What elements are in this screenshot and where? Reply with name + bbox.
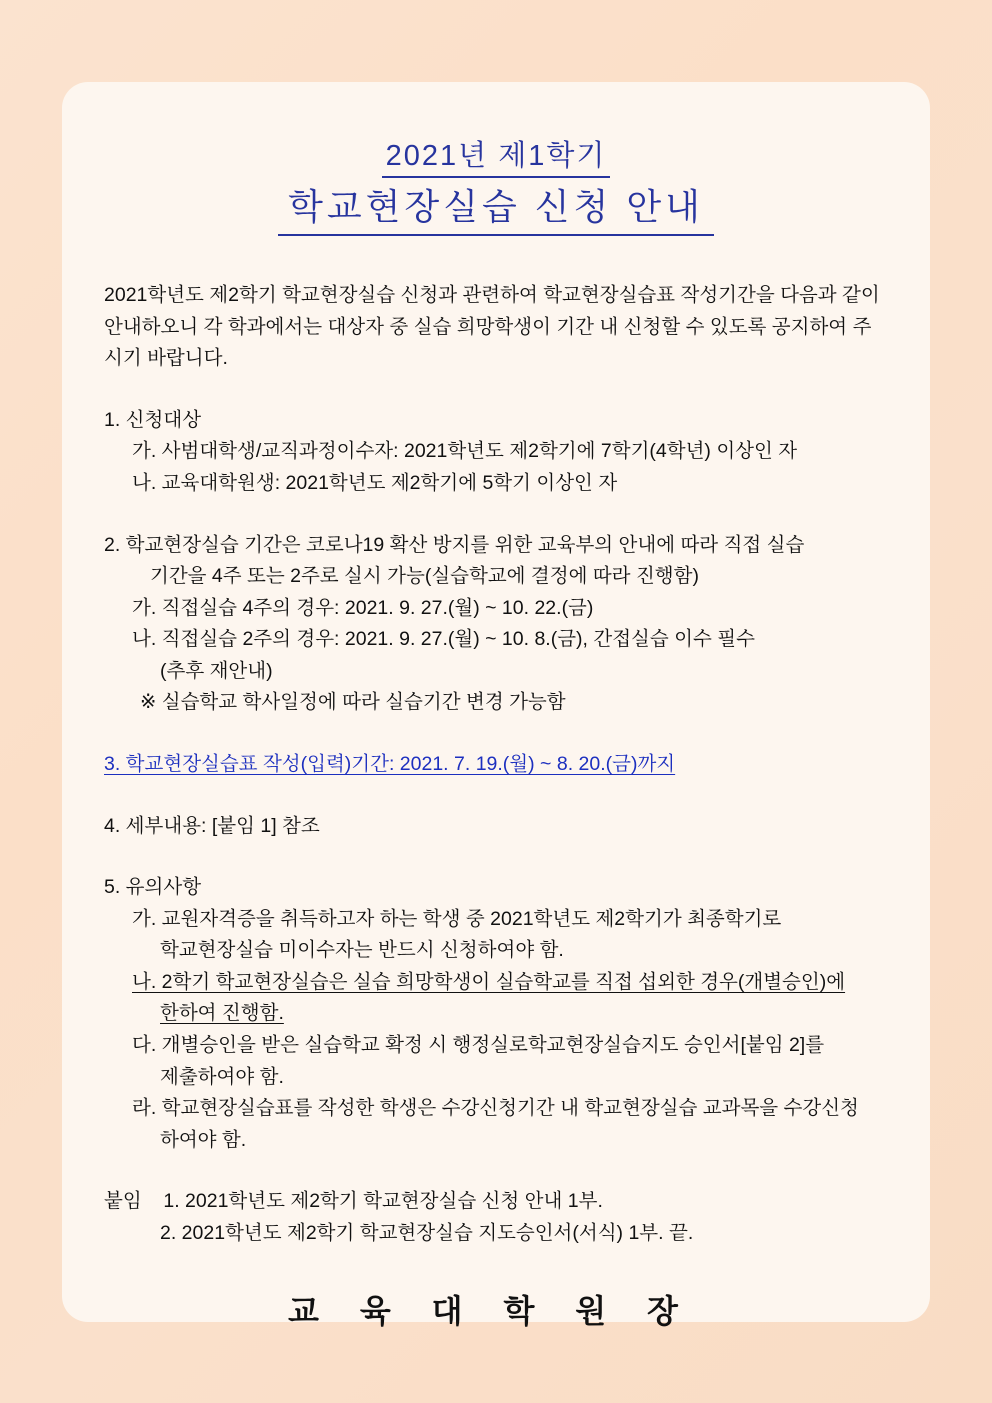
attachment-line-2: 2. 2021학년도 제2학기 학교현장실습 지도승인서(서식) 1부. 끝.: [160, 1221, 694, 1244]
section-2: [102, 530, 890, 719]
attachment-label: 붙임: [104, 1190, 142, 1213]
section-5-item-2: 나. 2학기 학교현장실습은 실습 희망학생이 실습학교를 직접 섭외한 경우(개별승인)에: [132, 970, 846, 993]
section-2-item-2-continued: (추후 재안내): [160, 659, 273, 682]
attachment-block: [104, 1186, 890, 1249]
title-line-1-wrap: [102, 138, 890, 178]
section-5-item-1-continued: 학교현장실습 미이수자는 반드시 신청하여야 함.: [160, 939, 564, 962]
section-5-item-2-continued-wrap: [160, 998, 890, 1030]
section-1-item-2: 나. 교육대학원생: 2021학년도 제2학기에 5학기 이상인 자: [132, 471, 618, 494]
section-5-heading: 5. 유의사항: [104, 876, 202, 899]
page-title-line-1: 2021년 제1학기: [382, 138, 611, 178]
section-5: [102, 872, 890, 1156]
section-1-heading: 1. 신청대상: [104, 408, 202, 431]
section-2-item-2: 나. 직접실습 2주의 경우: 2021. 9. 27.(월) ~ 10. 8.(금), 간접실습 이수 필수: [132, 628, 755, 651]
intro-paragraph: 2021학년도 제2학기 학교현장실습 신청과 관련하여 학교현장실습표 작성기간을 다음과 같이 안내하오니 각 학과에서는 대상자 중 실습 희망학생이 기간 내 신청할 수 있도록 공지하여 주시기 바랍니다.: [104, 284, 880, 370]
section-5-item-4-continued: 하여야 함.: [160, 1128, 247, 1151]
section-5-item-3-continued: 제출하여야 함.: [160, 1065, 284, 1088]
section-3-heading: 3. 학교현장실습표 작성(입력)기간: 2021. 7. 19.(월) ~ 8. 20.(금)까지: [104, 752, 676, 775]
section-4: [102, 811, 890, 843]
section-1-item-1: 가. 사범대학생/교직과정이수자: 2021학년도 제2학기에 7학기(4학년) 이상인 자: [132, 440, 798, 463]
document-page: [62, 82, 930, 1329]
document-title-block: [102, 138, 890, 236]
section-1: [102, 405, 890, 500]
section-4-heading: 4. 세부내용: [붙임 1] 참조: [104, 814, 320, 837]
signature-line: 교 육 대 학 원 장: [288, 1292, 694, 1329]
section-3-heading-wrap: [104, 749, 890, 781]
section-5-item-1: 가. 교원자격증을 취득하고자 하는 학생 중 2021학년도 제2학기가 최종학기로: [132, 907, 782, 930]
title-line-2-wrap: [102, 178, 890, 236]
section-3: [102, 749, 890, 781]
attachment-line-1: 1. 2021학년도 제2학기 학교현장실습 신청 안내 1부.: [163, 1190, 603, 1213]
section-5-item-2-wrap: [132, 967, 890, 999]
section-5-item-4: 라. 학교현장실습표를 작성한 학생은 수강신청기간 내 학교현장실습 교과목을 수강신청: [132, 1097, 859, 1120]
page-title-line-2: 학교현장실습 신청 안내: [278, 184, 714, 236]
attachment-line-1-wrap: [104, 1186, 890, 1218]
section-5-item-2-continued: 한하여 진행함.: [160, 1002, 284, 1025]
section-2-note: ※ 실습학교 학사일정에 따라 실습기간 변경 가능함: [140, 691, 566, 714]
section-2-item-1: 가. 직접실습 4주의 경우: 2021. 9. 27.(월) ~ 10. 22.(금): [132, 596, 594, 619]
section-5-item-3: 다. 개별승인을 받은 실습학교 확정 시 행정실로학교현장실습지도 승인서[붙임 2]를: [132, 1034, 825, 1057]
section-2-heading: 2. 학교현장실습 기간은 코로나19 확산 방지를 위한 교육부의 안내에 따라 직접 실습: [104, 533, 805, 556]
section-2-heading-continued: 기간을 4주 또는 2주로 실시 가능(실습학교에 결정에 따라 진행함): [150, 565, 699, 588]
